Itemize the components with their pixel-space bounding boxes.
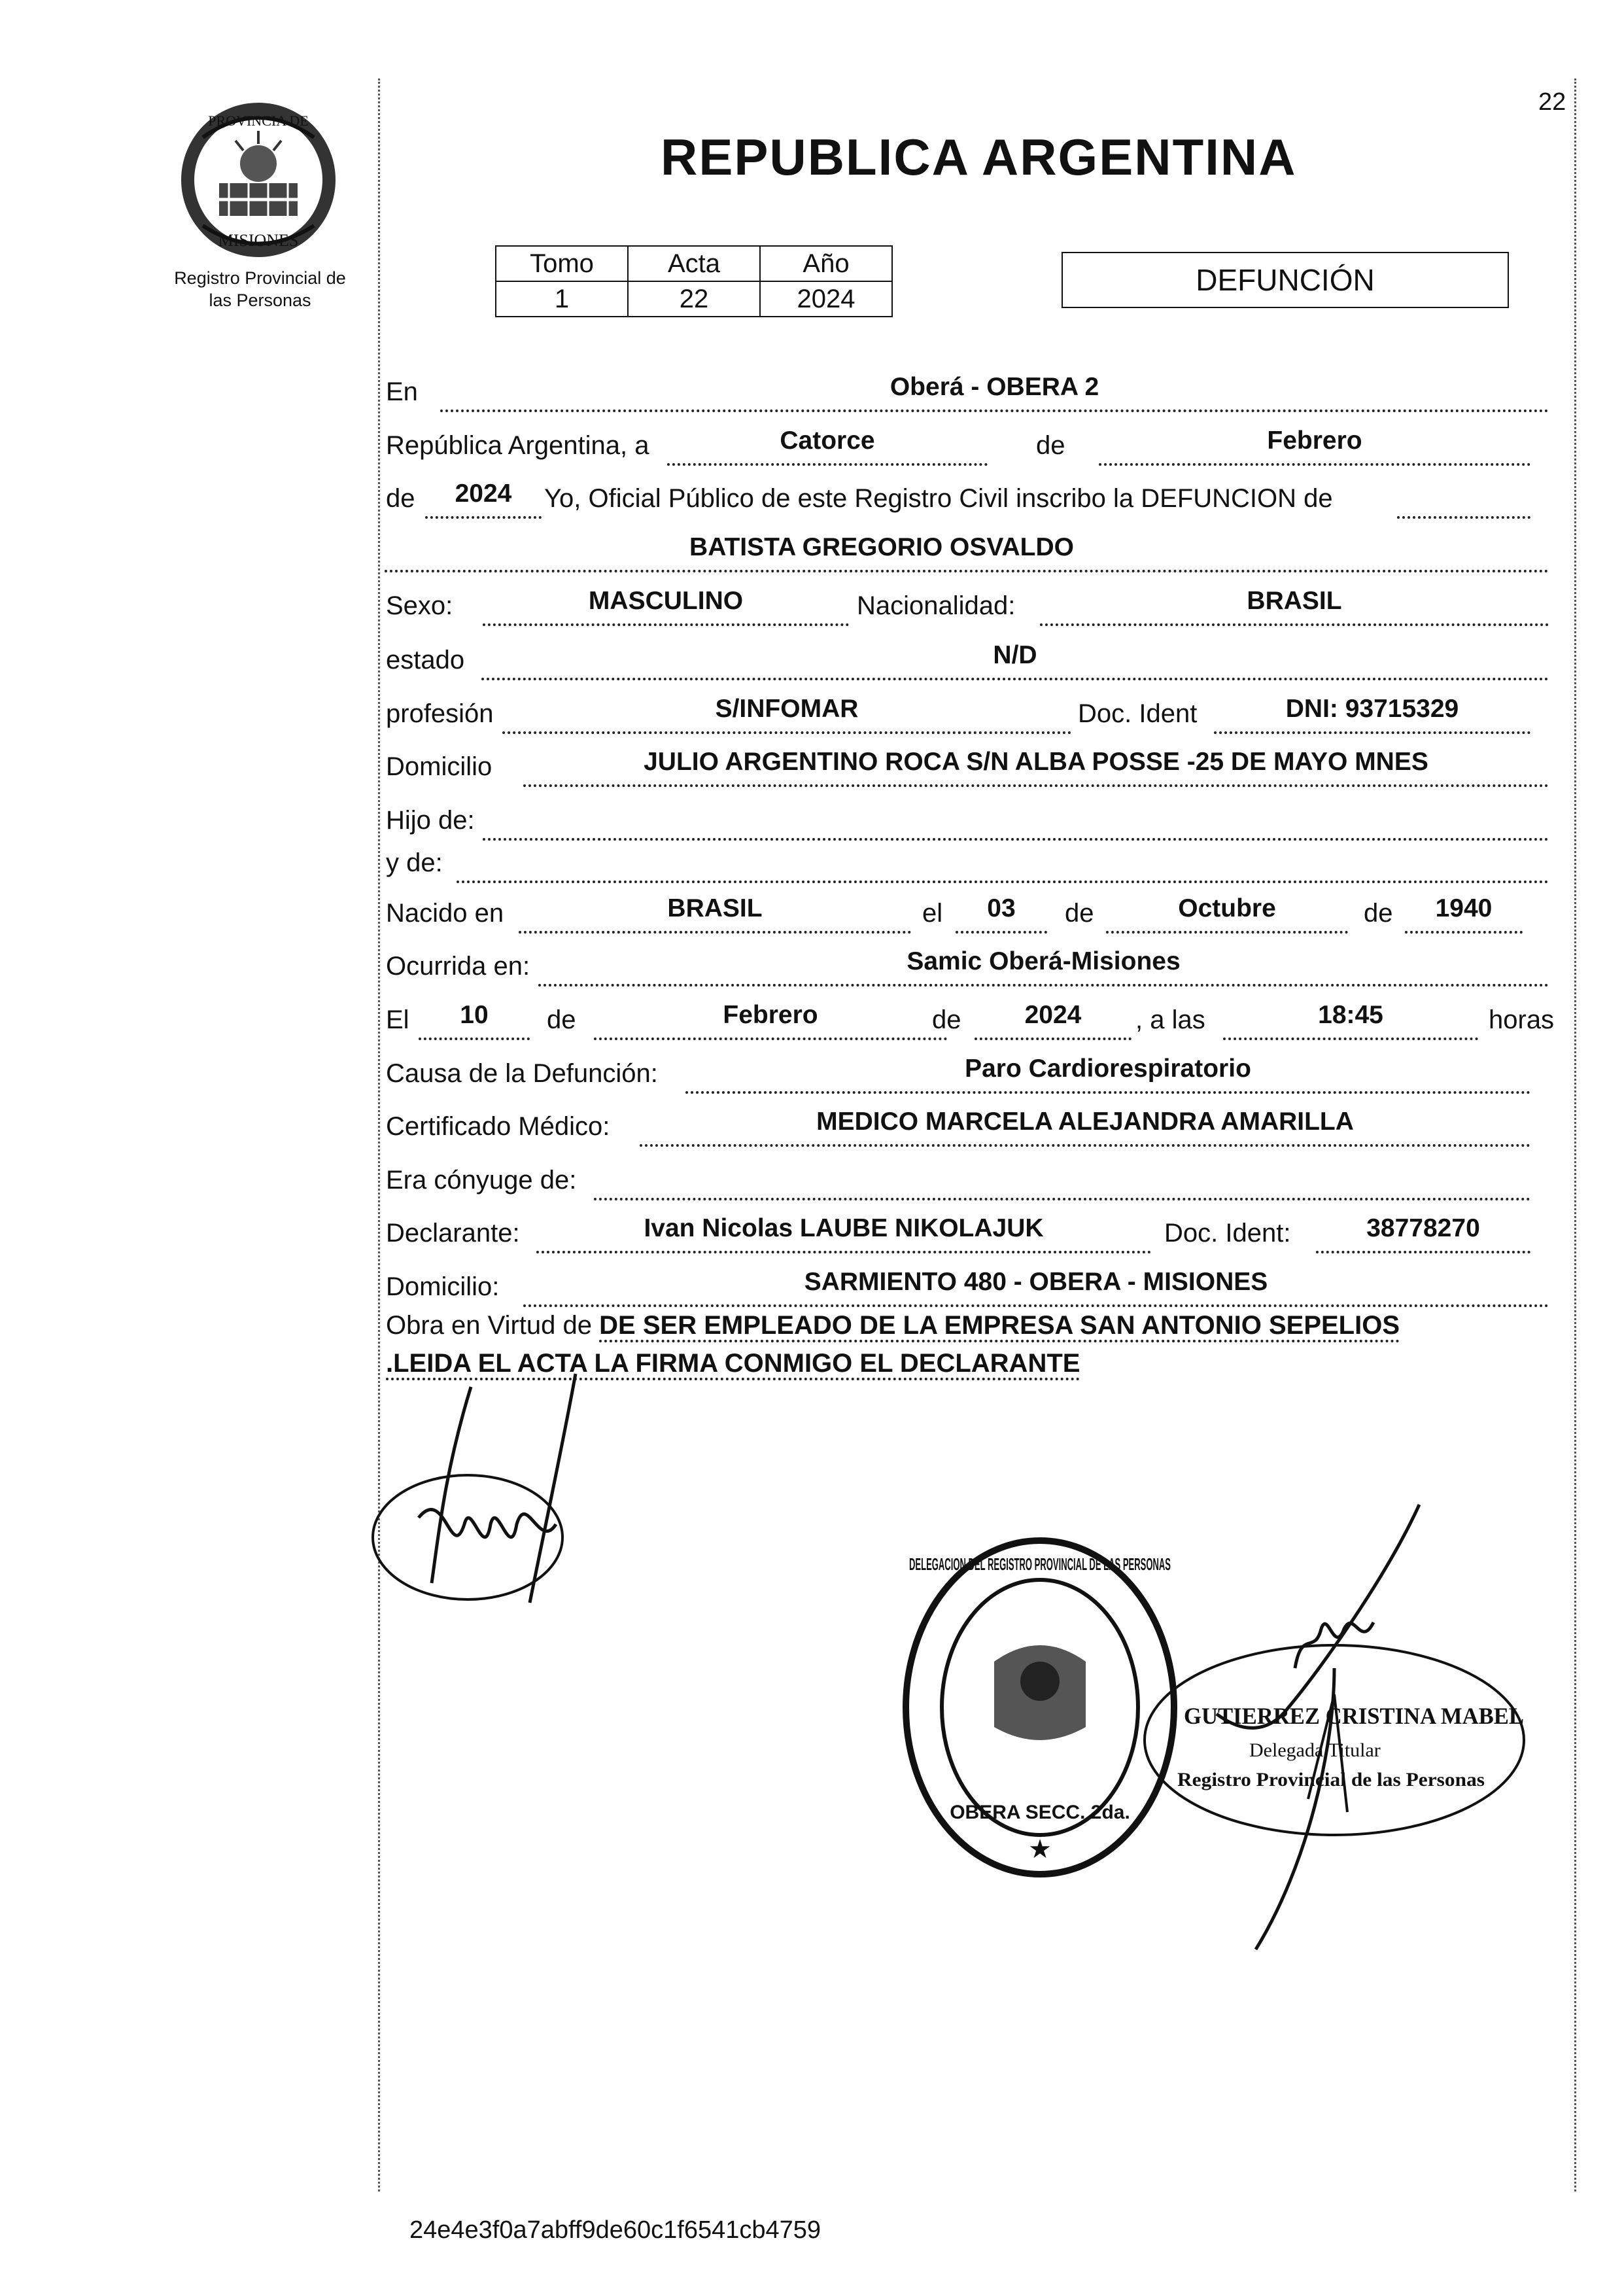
causa-value: Paro Cardiorespiratorio [965,1055,1251,1083]
declarante-field [536,1212,1151,1253]
official-name: GUTIERREZ CRISTINA MABEL [1184,1703,1524,1729]
hijo-field [483,799,1549,841]
yde-label: y de: [386,848,443,877]
domicilio2-field [523,1265,1549,1307]
ocurrida-value: Samic Oberá-Misiones [907,947,1181,975]
official-org: Registro Provincial de las Personas [1177,1769,1485,1790]
tomo-value: 1 [496,281,628,317]
inscribo-text: Yo, Oficial Público de este Registro Civil inscribo la DEFUNCION de [544,484,1333,513]
hora-field [1223,998,1478,1040]
row-nacido [385,894,1549,934]
nacionalidad-label: Nacionalidad: [857,591,1016,620]
official-signature [1138,1498,1557,1969]
acta-header: Acta [628,246,760,281]
obra-value-2: .LEIDA EL ACTA LA FIRMA CONMIGO EL DECLARANTE [386,1349,1080,1380]
yde-field [457,841,1549,883]
nombre-field [385,531,1549,572]
doc2-value: 38778270 [1366,1214,1480,1242]
row-ocurrida [385,947,1549,986]
nacido-field [519,892,911,934]
def-mes-value: Febrero [723,1001,818,1029]
stamp-ring-text: DELEGACION DEL REGISTRO PROVINCIAL DE LAS PERSONAS [909,1554,1171,1574]
anio-field [425,477,542,519]
row-estado [385,641,1549,680]
page-title: REPUBLICA ARGENTINA [661,128,1297,186]
sexo-field [483,584,849,626]
row-causa [385,1055,1549,1094]
mes-field [1099,424,1530,466]
domicilio2-value: SARMIENTO 480 - OBERA - MISIONES [804,1268,1268,1296]
ocurrida-label: Ocurrida en: [386,952,530,981]
row-profesion [385,695,1549,734]
anio-value-form: 2024 [455,480,512,508]
row-domicilio [385,748,1549,787]
estado-field [481,638,1549,680]
domicilio-value: JULIO ARGENTINO ROCA S/N ALBA POSSE -25 DE MAYO MNES [644,748,1428,776]
registry-label-line2: las Personas [209,290,311,310]
emblem-text-top: PROVINCIA DE [208,113,309,129]
profesion-label: profesión [386,699,494,728]
row-conyuge [385,1161,1549,1200]
certificado-field [640,1105,1530,1147]
estado-value: N/D [993,641,1037,669]
row-certificado [385,1108,1549,1147]
doc2-label: Doc. Ident: [1164,1219,1291,1248]
nac-dia-field [956,892,1047,934]
record-table [495,245,893,317]
conyuge-field [594,1159,1530,1200]
row-inscribo [385,480,1549,519]
doc2-field [1316,1212,1530,1253]
anio-header: Año [760,246,892,281]
de-label-4: de [1364,899,1393,928]
hora-value: 18:45 [1318,1001,1383,1029]
row-nombre [385,533,1549,572]
dia-value: Catorce [780,427,875,455]
acta-value: 22 [628,281,760,317]
horas-label: horas [1489,1005,1555,1034]
de-label-5: de [547,1005,576,1034]
el-label: el [922,899,943,928]
nac-dia-value: 03 [987,894,1016,922]
emblem-text-bottom: MISIONES [218,231,299,250]
def-anio-field [975,998,1132,1040]
causa-label: Causa de la Defunción: [386,1059,658,1088]
declarant-signature [366,1367,602,1616]
declarante-value: Ivan Nicolas LAUBE NIKOLAJUK [644,1214,1044,1242]
de-label-6: de [932,1005,961,1034]
right-margin-line [1574,79,1576,2191]
en-field [440,370,1549,412]
row-sexo [385,587,1549,626]
def-mes-field [594,998,947,1040]
profesion-value: S/INFOMAR [715,695,859,723]
de-label-2: de [386,484,415,513]
nac-mes-value: Octubre [1178,894,1276,922]
page-number: 22 [1538,88,1566,116]
estado-label: estado [386,646,465,674]
def-dia-field [419,998,530,1040]
nombre-value: BATISTA GREGORIO OSVALDO [689,533,1074,561]
tomo-header: Tomo [496,246,628,281]
inscribo-blank [1397,477,1530,519]
hijo-label: Hijo de: [386,806,475,835]
de-label: de [1036,431,1065,460]
certificado-value: MEDICO MARCELA ALEJANDRA AMARILLA [816,1108,1354,1136]
svg-text:★: ★ [1028,1835,1052,1864]
republica-label: República Argentina, a [386,431,649,460]
registry-label-line1: Registro Provincial de [174,268,346,288]
nacido-value: BRASIL [667,894,763,922]
sexo-value: MASCULINO [588,587,744,615]
domicilio-label: Domicilio [386,752,492,781]
mes-value: Febrero [1267,427,1362,455]
en-label: En [386,377,418,406]
ocurrida-field [538,945,1549,986]
row-yde [385,844,1549,883]
sexo-label: Sexo: [386,591,453,620]
obra-line-1 [386,1311,1400,1340]
row-hijo [385,801,1549,841]
row-en [385,373,1549,412]
doc-field [1214,692,1530,734]
nacionalidad-value: BRASIL [1247,587,1342,615]
left-margin-line [378,79,380,2191]
profesion-field [502,692,1071,734]
registry-label [144,267,376,311]
nac-anio-field [1405,892,1523,934]
official-title: Delegada Titular [1249,1739,1381,1761]
nacionalidad-field [1040,584,1549,626]
dia-field [667,424,988,466]
obra-value-1: DE SER EMPLEADO DE LA EMPRESA SAN ANTONIO SEPELIOS [599,1311,1400,1342]
obra-label: Obra en Virtud de [386,1311,593,1340]
nacido-label: Nacido en [386,899,504,928]
El-label: El [386,1005,409,1034]
causa-field [685,1052,1530,1094]
row-declarante [385,1214,1549,1253]
domicilio2-label: Domicilio: [386,1272,500,1301]
nac-mes-field [1106,892,1348,934]
declarante-label: Declarante: [386,1219,520,1248]
def-dia-value: 10 [460,1001,489,1029]
conyuge-label: Era cónyuge de: [386,1166,577,1195]
row-fecha [385,427,1549,466]
doc-type-box: DEFUNCIÓN [1062,252,1509,308]
anio-value: 2024 [760,281,892,317]
alas-label: , a las [1135,1005,1205,1034]
certificado-label: Certificado Médico: [386,1112,610,1141]
doc-label: Doc. Ident [1078,699,1198,728]
de-label-3: de [1065,899,1094,928]
nac-anio-value: 1940 [1435,894,1493,922]
en-value: Oberá - OBERA 2 [890,373,1099,401]
domicilio-field [523,745,1549,787]
stamp-bottom-text: OBERA SECC. 2da. [950,1802,1130,1823]
province-emblem-logo [164,92,353,268]
document-hash: 24e4e3f0a7abff9de60c1f6541cb4759 [409,2216,821,2244]
def-anio-value: 2024 [1024,1001,1082,1029]
row-domicilio2 [385,1268,1549,1307]
doc-value: DNI: 93715329 [1285,695,1459,723]
row-fecha-def [385,1001,1555,1040]
